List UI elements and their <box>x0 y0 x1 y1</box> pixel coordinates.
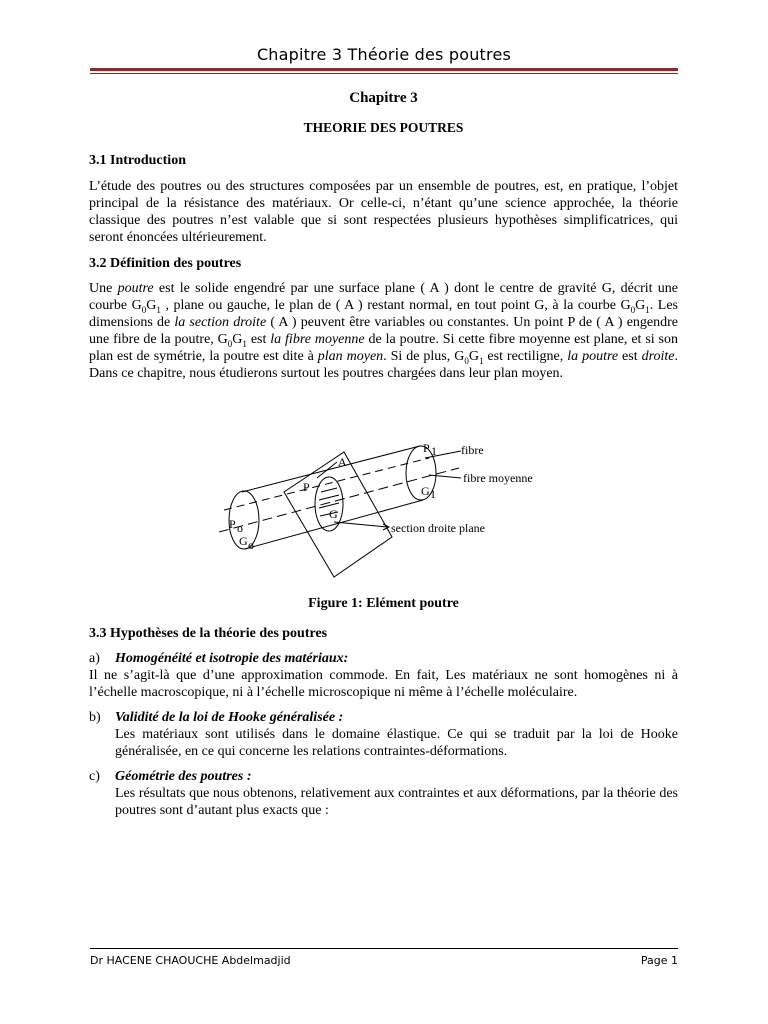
text-run: . Les dimensions de <box>89 298 679 330</box>
text-run: de la poutre. Si cette fibre moyenne est plane, et si son plan est de symétrie, la poutre est dite à <box>89 332 678 364</box>
label-G1-sub: 1 <box>430 487 436 501</box>
definition-paragraph <box>89 280 678 382</box>
text-run: ( A ) peuvent être variables ou constantes. Un point P de ( A ) engendre une fibre de la poutre, G <box>89 315 678 347</box>
label-P0-sub: o <box>237 521 243 535</box>
subscript: 1 <box>156 304 161 315</box>
footer-page-number: Page 1 <box>640 954 678 967</box>
hypothesis-item-a <box>89 650 678 701</box>
label-section-droite: section droite plane <box>391 521 485 535</box>
A-arrow <box>317 462 337 478</box>
subscript: 0 <box>630 304 636 315</box>
subscript: 1 <box>478 355 484 366</box>
text-run-italic: la fibre moyenne <box>270 332 365 347</box>
subscript: 0 <box>227 338 233 349</box>
text-run: est <box>246 332 271 347</box>
section-plane-A <box>284 452 392 577</box>
hypothesis-item-c <box>89 768 678 819</box>
page-body <box>89 88 678 819</box>
text-run-italic: la section droite <box>174 315 267 330</box>
text-run: . Dans ce chapitre, nous étudierons surtout les poutres chargées dans leur plan moyen. <box>89 349 678 381</box>
figure-caption: Figure 1: Elément poutre <box>308 596 459 611</box>
text-run-italic: la poutre <box>567 349 619 364</box>
label-P1-sub: 1 <box>431 444 437 458</box>
item-label: a) <box>89 651 100 666</box>
section-droite-leader <box>334 522 387 527</box>
text-run: G <box>232 332 243 347</box>
subscript: 0 <box>141 304 147 315</box>
text-run: G <box>468 349 479 364</box>
text-run: Une <box>89 281 118 296</box>
text-run-italic: droite <box>641 349 675 364</box>
text-run-italic: poutre <box>117 281 154 296</box>
item-text: Les résultats que nous obtenons, relativement aux contraintes et aux déformations, par la théorie des poutres sont d’autant plus exacts que : <box>115 786 678 818</box>
label-P1: P <box>423 441 430 455</box>
text-run: G <box>635 298 646 313</box>
label-G0-sub: o <box>248 538 254 552</box>
subscript: 0 <box>464 355 469 366</box>
item-label: b) <box>89 710 101 725</box>
label-fibre: fibre <box>461 443 484 457</box>
section-heading-introduction: 3.1 Introduction <box>89 153 186 168</box>
beam-diagram <box>89 432 678 582</box>
text-run-italic: plan moyen <box>317 349 384 364</box>
label-P: P <box>303 480 310 494</box>
subscript: 1 <box>645 304 650 315</box>
text-run: . Si de plus, G <box>383 349 465 364</box>
label-G0: G <box>239 534 248 548</box>
text-run: est <box>618 349 642 364</box>
fibre-moyenne-leader <box>429 475 461 478</box>
text-run: est rectiligne, <box>483 349 568 364</box>
label-A: A <box>338 455 347 469</box>
header-rule-thin <box>90 73 678 74</box>
item-text: Il ne s’agit-là que d’une approximation commode. En fait, Les matériaux ne sont homogènes ni à l’échelle macroscopique, ni à l’échelle microscopique ni même à l’échelle moléculaire. <box>89 668 678 700</box>
header-rule-thick <box>90 68 678 71</box>
item-title: Géométrie des poutres : <box>115 769 252 784</box>
chapter-subtitle: THEORIE DES POUTRES <box>303 120 464 135</box>
beam-element-figure <box>89 432 678 582</box>
introduction-paragraph: L’étude des poutres ou des structures composées par un ensemble de poutres, est, en pratique, l’objet principal de la résistance des matériaux. Or celle-ci, n’étant qu’une science approchée, la théorie classique des poutres n’est valable que si sont respectées plusieurs hypothèses simplificatrices, qui seront énoncées ultérieurement. <box>89 179 678 245</box>
section-heading-hypotheses: 3.3 Hypothèses de la théorie des poutres <box>89 626 328 641</box>
item-title: Homogénéité et isotropie des matériaux: <box>115 651 349 666</box>
subscript: 1 <box>242 338 247 349</box>
label-G: G <box>329 507 338 521</box>
text-run: G <box>146 298 157 313</box>
section-heading-definition: 3.2 Définition des poutres <box>89 256 242 271</box>
item-title: Validité de la loi de Hooke généralisée : <box>115 710 344 725</box>
item-text: Les matériaux sont utilisés dans le domaine élastique. Ce qui se traduit par la loi de Hooke généralisée, en ce qui concerne les relations contraintes-déformations. <box>115 727 678 759</box>
chapter-title: Chapitre 3 <box>349 90 418 106</box>
footer-author: Dr HACENE CHAOUCHE Abdelmadjid <box>90 954 291 967</box>
label-fibre-moyenne: fibre moyenne <box>463 471 533 485</box>
text-run: , plane ou gauche, le plan de ( A ) restant normal, en tout point G, à la courbe G <box>160 298 631 313</box>
hypothesis-item-b <box>89 709 678 760</box>
text-run: est le solide engendré par une surface plane ( A ) dont le centre de gravité G, décrit une courbe G <box>89 281 678 313</box>
label-P0: P <box>229 517 236 531</box>
footer-rule <box>90 948 678 949</box>
label-G1: G <box>421 484 430 498</box>
running-header: Chapitre 3 Théorie des poutres <box>256 45 512 64</box>
item-label: c) <box>89 769 100 784</box>
